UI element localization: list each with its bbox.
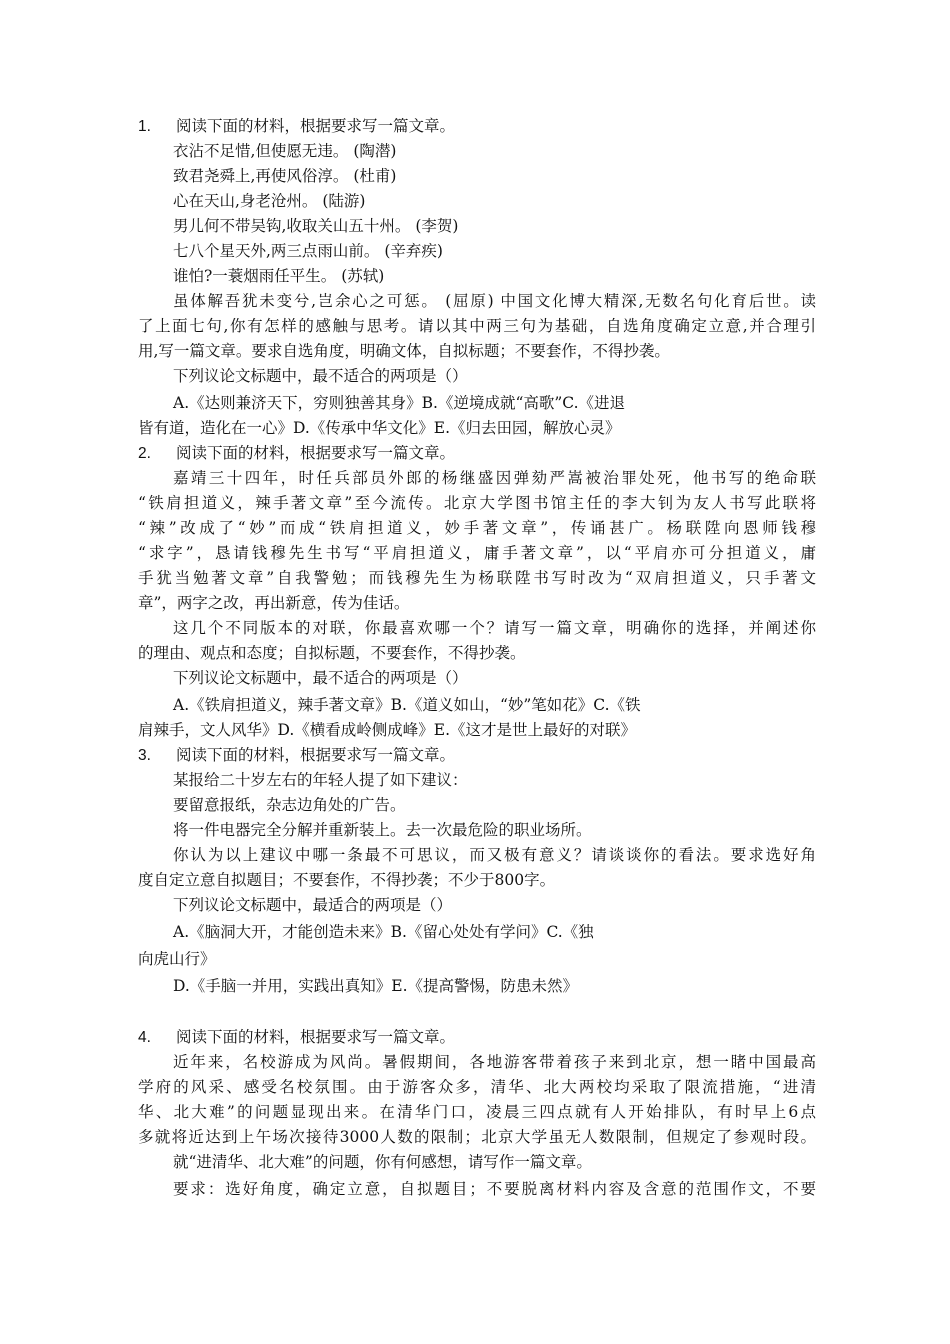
sub-question: 下列议论文标题中，最不适合的两项是（） [173,367,468,385]
question-prompt: 阅读下面的材料，根据要求写一篇文章。 [176,746,456,764]
poem-line: 谁怕?一蓑烟雨任平生。 (苏轼) [173,267,385,285]
poem-line: 男儿何不带吴钩,收取关山五十州。 (李贺) [173,217,459,235]
paragraph-line: 的理由、观点和态度；自拟标题，不要套作，不得抄袭。 [138,644,526,662]
answer-options: D.《手脑一并用，实践出真知》E.《提高警惕，防患未然》 [173,977,579,995]
paragraph-line: 你认为以上建议中哪一条最不可思议，而又极有意义？请谈谈你的看法。要求选好角 [173,846,816,864]
question-number: 4. [138,1029,151,1046]
paragraph-line: 要留意报纸，杂志边角处的广告。 [173,796,406,814]
paragraph-line: 嘉靖三十四年，时任兵部员外郎的杨继盛因弹劾严嵩被治罪处死，他书写的绝命联 [173,469,816,487]
question-number: 1. [138,118,151,135]
answer-options: 向虎山行》 [138,950,216,968]
paragraph-line: 用,写一篇文章。要求自选角度，明确文体，自拟标题；不要套作，不得抄袭。 [138,342,670,360]
paragraph-line: 要求：选好角度，确定立意，自拟题目；不要脱离材料内容及含意的范围作文，不要 [173,1180,816,1198]
paragraph-line: 虽体解吾犹未变兮,岂余心之可惩。 (屈原) 中国文化博大精深,无数名句化育后世。读 [173,292,816,310]
paragraph-line: 华、北大难”的问题显现出来。在清华门口，凌晨三四点就有人开始排队，有时早上6点 [138,1103,816,1121]
question-number: 3. [138,747,151,764]
answer-options: 皆有道，造化在一心》D.《传承中华文化》E.《归去田园，解放心灵》 [138,419,621,437]
paragraph-line: “铁肩担道义，辣手著文章”至今流传。北京大学图书馆主任的李大钊为友人书写此联将 [138,494,816,512]
poem-line: 衣沾不足惜,但使愿无违。 (陶潜) [173,142,397,160]
paragraph-line: 章”，两字之改，再出新意，传为佳话。 [138,594,410,612]
answer-options: A.《达则兼济天下，穷则独善其身》B.《逆境成就“高歌”C.《进退 [173,394,626,412]
paragraph-line: 手犹当勉著文章”自我警勉；而钱穆先生为杨联陞书写时改为“双肩担道义，只手著文 [138,569,816,587]
poem-line: 心在天山,身老沧州。 (陆游) [173,192,366,210]
answer-options: A.《铁肩担道义，辣手著文章》B.《道义如山，“妙”笔如花》C.《铁 [173,696,641,714]
paragraph-line: 就“进清华、北大难”的问题，你有何感想，请写作一篇文章。 [173,1153,592,1171]
question-prompt: 阅读下面的材料，根据要求写一篇文章。 [176,1028,456,1046]
poem-line: 致君尧舜上,再使风俗淳。 (杜甫) [173,167,397,185]
answer-options: A.《脑洞大开，才能创造未来》B.《留心处处有学问》C.《独 [173,923,594,941]
sub-question: 下列议论文标题中，最适合的两项是（） [173,896,453,914]
paragraph-line: 这几个不同版本的对联，你最喜欢哪一个？请写一篇文章，明确你的选择，并阐述你 [173,619,816,637]
paragraph-line: 学府的风采、感受名校氛围。由于游客众多，清华、北大两校均采取了限流措施，“进清 [138,1078,816,1096]
paragraph-line: 了上面七句,你有怎样的感触与思考。请以其中两三句为基础，自选角度确定立意,并合理引 [138,317,816,335]
paragraph-line: “求字”，恳请钱穆先生书写“平肩担道义，庸手著文章”，以“平肩亦可分担道义，庸 [138,544,816,562]
paragraph-line: 近年来，名校游成为风尚。暑假期间，各地游客带着孩子来到北京，想一睹中国最高 [173,1053,816,1071]
paragraph-line: 某报给二十岁左右的年轻人提了如下建议： [173,771,468,789]
question-number: 2. [138,445,151,462]
sub-question: 下列议论文标题中，最不适合的两项是（） [173,669,468,687]
poem-line: 七八个星天外,两三点雨山前。 (辛弃疾) [173,242,443,260]
paragraph-line: 度自定立意自拟题目；不要套作，不得抄袭；不少于800字。 [138,871,556,889]
paragraph-line: 将一件电器完全分解并重新装上。去一次最危险的职业场所。 [173,821,592,839]
question-prompt: 阅读下面的材料，根据要求写一篇文章。 [176,117,456,135]
answer-options: 肩辣手，文人风华》D.《横看成岭侧成峰》E.《这才是世上最好的对联》 [138,721,637,739]
paragraph-line: “辣”改成了“妙”而成“铁肩担道义，妙手著文章”，传诵甚广。杨联陞向恩师钱穆 [138,519,816,537]
question-prompt: 阅读下面的材料，根据要求写一篇文章。 [176,444,456,462]
paragraph-line: 多就将近达到上午场次接待3000人数的限制；北京大学虽无人数限制，但规定了参观时段。 [138,1128,816,1146]
